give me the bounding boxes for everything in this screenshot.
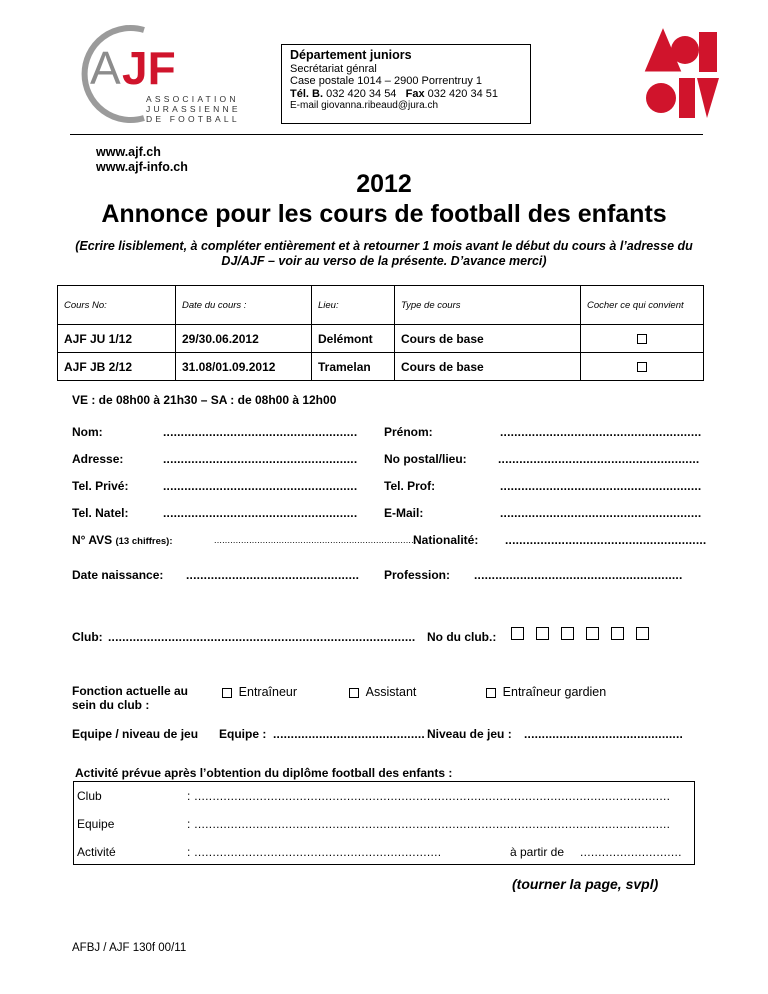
naissance-label: Date naissance: <box>72 568 164 582</box>
activity-equipe-label: Equipe <box>77 817 115 831</box>
prenom-label: Prénom: <box>384 425 433 439</box>
nationalite-label: Nationalité: <box>413 533 479 547</box>
niveau-label: Niveau de jeu : <box>427 727 512 741</box>
club-number-boxes <box>511 627 649 640</box>
department-email-line: E-mail giovanna.ribeaud@jura.ch <box>290 100 439 111</box>
equipe-label: Equipe : <box>219 727 267 741</box>
website-link[interactable]: www.ajf-info.ch <box>96 160 188 174</box>
table-header-row <box>58 286 704 325</box>
header-divider <box>70 134 703 135</box>
tel-prive-field[interactable]: ....................................................... <box>163 479 358 493</box>
profession-field[interactable]: ........................................................... <box>474 568 683 582</box>
course-type: Cours de base <box>395 325 581 353</box>
activity-activite-field[interactable]: : .................................................................... <box>187 845 442 859</box>
course-date: 29/30.06.2012 <box>176 325 312 353</box>
course-lieu: Tramelan <box>312 353 395 381</box>
adresse-label: Adresse: <box>72 452 124 466</box>
tel-natel-field[interactable]: ....................................................... <box>163 506 358 520</box>
niveau-field[interactable]: ............................................. <box>524 727 684 741</box>
profession-label: Profession: <box>384 568 451 582</box>
department-line1: Secrétariat génral <box>290 62 377 75</box>
email-field[interactable]: ......................................................... <box>500 506 702 520</box>
club-digit-box[interactable] <box>611 627 624 640</box>
avs-field[interactable]: ........................................................................... <box>214 535 417 545</box>
nom-label: Nom: <box>72 425 103 439</box>
tel-prof-field[interactable]: ......................................................... <box>500 479 702 493</box>
activity-a-partir-label: à partir de <box>510 845 565 859</box>
entraineur-gardien-checkbox[interactable] <box>486 688 496 698</box>
course-checkbox[interactable] <box>637 362 647 372</box>
activity-a-partir-field[interactable]: ............................ <box>580 845 682 859</box>
tel-prof-label: Tel. Prof: <box>384 479 436 493</box>
table-row <box>58 353 704 381</box>
club-label: Club: <box>72 630 103 644</box>
tel-natel-label: Tel. Natel: <box>72 506 129 520</box>
department-title: Département juniors <box>290 48 412 62</box>
option-assistant: Assistant <box>349 685 416 699</box>
col-cocher: Cocher ce qui convient <box>581 286 704 325</box>
course-checkbox[interactable] <box>637 334 647 344</box>
course-lieu: Delémont <box>312 325 395 353</box>
department-phone-line: Tél. B. 032 420 34 54 Fax 032 420 34 51 <box>290 87 498 100</box>
svg-text:JURASSIENNE: JURASSIENNE <box>146 104 241 114</box>
courses-table <box>57 285 704 381</box>
fonction-label: Fonction actuelle au sein du club : <box>72 684 189 712</box>
activity-equipe-field[interactable]: : ................................................................................................................................... <box>187 817 671 831</box>
no-club-label: No du club.: <box>427 630 497 644</box>
department-line2: Case postale 1014 – 2900 Porrentruy 1 <box>290 75 483 87</box>
website-link[interactable]: www.ajf.ch <box>96 145 161 159</box>
footer-ref: AFBJ / AJF 130f 00/11 <box>72 942 187 954</box>
course-date: 31.08/01.09.2012 <box>176 353 312 381</box>
col-date: Date du cours : <box>176 286 312 325</box>
year-heading: 2012 <box>356 170 412 198</box>
turn-page-note: (tourner la page, svpl) <box>512 876 659 892</box>
tel-prive-label: Tel. Privé: <box>72 479 129 493</box>
course-type: Cours de base <box>395 353 581 381</box>
course-no: AJF JU 1/12 <box>58 325 176 353</box>
equipe-niveau-label: Equipe / niveau de jeu <box>72 727 199 741</box>
equipe-field[interactable]: ........................................... <box>273 727 425 741</box>
email-label: E-Mail: <box>384 506 424 520</box>
naissance-field[interactable]: ................................................. <box>186 568 360 582</box>
option-entraineur-gardien: Entraîneur gardien <box>486 685 606 699</box>
adresse-field[interactable]: ....................................................... <box>163 452 358 466</box>
activity-club-field[interactable]: : ................................................................................................................................... <box>187 789 671 803</box>
activity-activite-label: Activité <box>77 845 116 859</box>
assistant-checkbox[interactable] <box>349 688 359 698</box>
col-lieu: Lieu: <box>312 286 395 325</box>
ajf-logo <box>72 22 252 126</box>
activity-club-label: Club <box>77 789 102 803</box>
course-no: AJF JB 2/12 <box>58 353 176 381</box>
club-digit-box[interactable] <box>636 627 649 640</box>
asf-sfv-logo <box>643 26 721 124</box>
svg-text:JF: JF <box>122 42 176 94</box>
nationalite-field[interactable]: ......................................................... <box>505 533 707 547</box>
prenom-field[interactable]: ......................................................... <box>500 425 702 439</box>
table-row <box>58 325 704 353</box>
col-cours-no: Cours No: <box>58 286 176 325</box>
col-type: Type de cours <box>395 286 581 325</box>
club-digit-box[interactable] <box>586 627 599 640</box>
postal-label: No postal/lieu: <box>384 452 467 466</box>
option-entraineur: Entraîneur <box>222 685 297 699</box>
page-title: Annonce pour les cours de football des enfants <box>101 200 667 228</box>
club-digit-box[interactable] <box>536 627 549 640</box>
department-contact-box <box>281 44 531 124</box>
svg-text:A: A <box>90 42 121 94</box>
postal-field[interactable]: ......................................................... <box>498 452 700 466</box>
svg-text:ASSOCIATION: ASSOCIATION <box>146 94 239 104</box>
course-hours: VE : de 08h00 à 21h30 – SA : de 08h00 à 12h00 <box>72 393 337 407</box>
club-field[interactable]: ....................................................................................... <box>108 630 416 644</box>
instructions: (Ecrire lisiblement, à compléter entièrement et à retourner 1 mois avant le début du cours à l’adresse du DJ/AJF – voir au verso de la présente. D’avance merci) <box>75 239 693 268</box>
activity-title: Activité prévue après l’obtention du diplôme football des enfants : <box>75 766 453 780</box>
club-digit-box[interactable] <box>561 627 574 640</box>
club-digit-box[interactable] <box>511 627 524 640</box>
avs-label: N° AVS (13 chiffres): <box>72 533 173 547</box>
svg-text:DE FOOTBALL: DE FOOTBALL <box>146 114 240 124</box>
entraineur-checkbox[interactable] <box>222 688 232 698</box>
nom-field[interactable]: ....................................................... <box>163 425 358 439</box>
